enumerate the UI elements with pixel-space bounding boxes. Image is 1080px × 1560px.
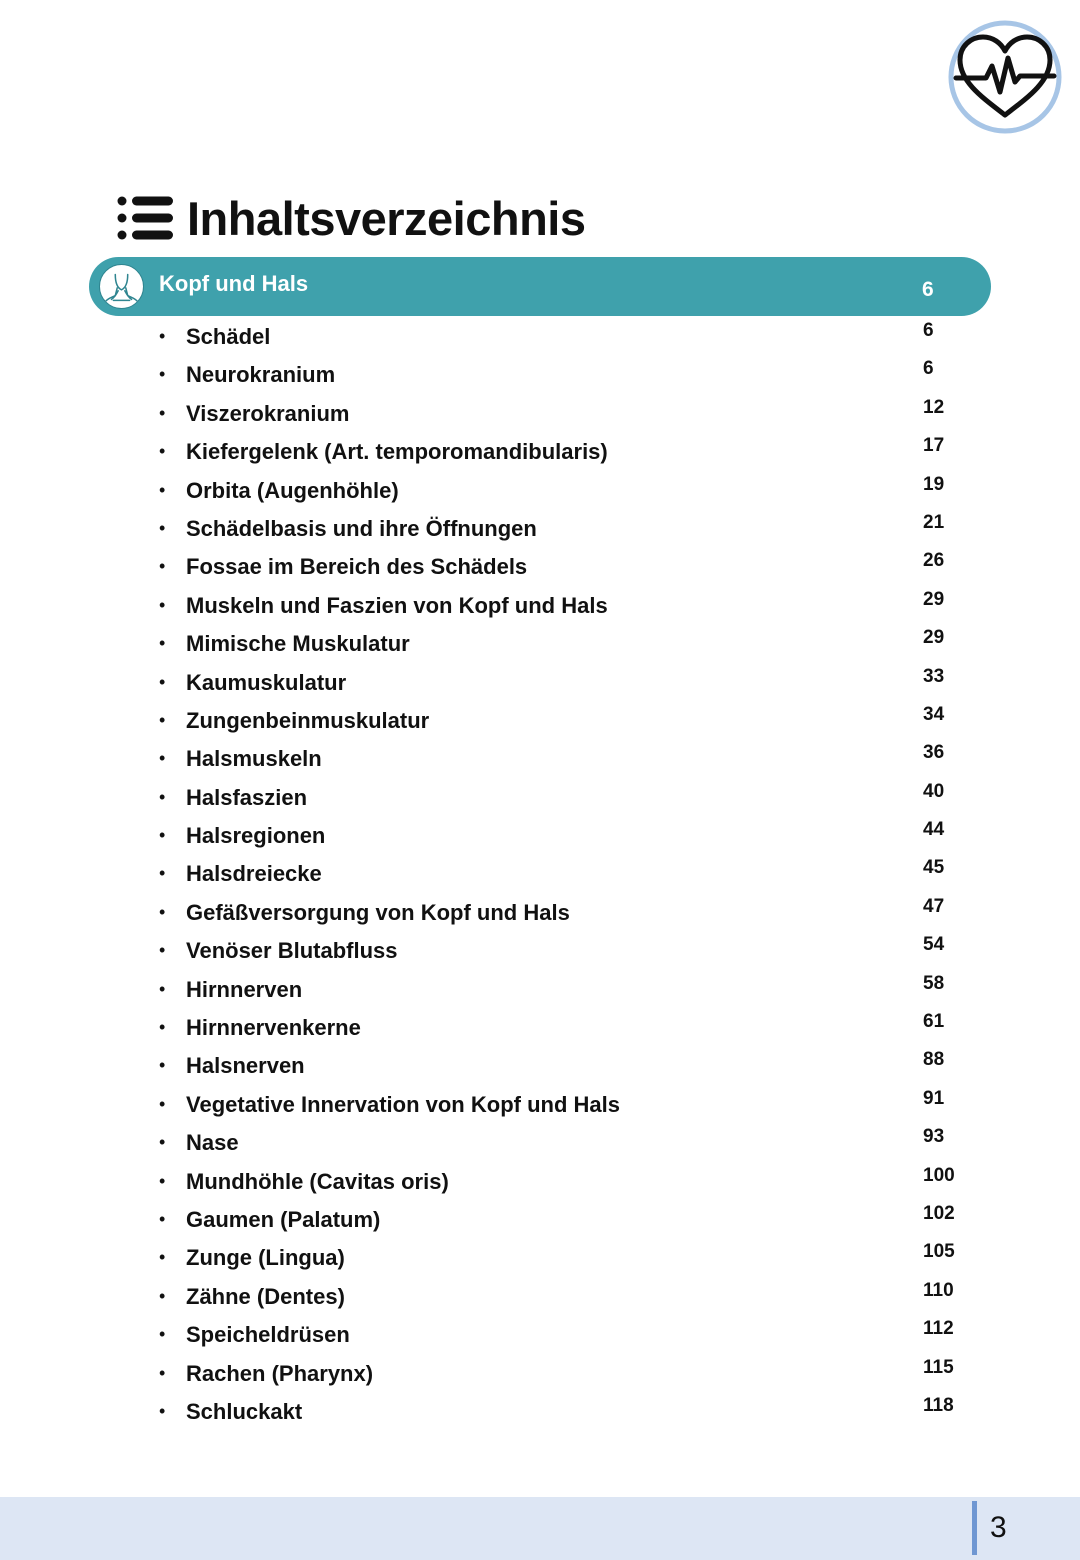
section-header-bar[interactable]: [89, 257, 991, 316]
footer-divider: [972, 1501, 977, 1555]
toc-item-page: 54: [923, 934, 945, 956]
bullet-icon: •: [159, 1324, 166, 1345]
toc-item-label: Neurokranium: [186, 362, 336, 388]
bullet-icon: •: [159, 825, 166, 846]
toc-item[interactable]: [0, 625, 1080, 663]
bullet-icon: •: [159, 517, 166, 538]
toc-item-page: 29: [923, 627, 945, 649]
toc-item-page: 102: [923, 1202, 955, 1224]
toc-item-label: Halsfaszien: [186, 784, 308, 810]
bullet-icon: •: [159, 1093, 166, 1114]
toc-item-label: Rachen (Pharynx): [186, 1360, 374, 1386]
toc-item-page: 33: [923, 665, 945, 687]
bullet-icon: •: [159, 479, 166, 500]
bullet-icon: •: [159, 786, 166, 807]
toc-item-label: Vegetative Innervation von Kopf und Hals: [186, 1091, 620, 1117]
toc-item[interactable]: [0, 1009, 1080, 1047]
toc-item[interactable]: [0, 817, 1080, 855]
toc-item-page: 19: [923, 473, 945, 495]
bullet-icon: •: [159, 1208, 166, 1229]
toc-item[interactable]: [0, 740, 1080, 778]
toc-item-label: Zungenbeinmuskulatur: [186, 707, 430, 733]
toc-item-page: 100: [923, 1164, 955, 1186]
toc-item[interactable]: [0, 1393, 1080, 1431]
toc-item-label: Mundhöhle (Cavitas oris): [186, 1168, 449, 1194]
toc-item-page: 29: [923, 588, 945, 610]
toc-item[interactable]: [0, 702, 1080, 740]
toc-item-label: Nase: [186, 1130, 239, 1156]
toc-item[interactable]: [0, 510, 1080, 548]
toc-item-page: 40: [923, 780, 945, 802]
toc-item-label: Speicheldrüsen: [186, 1322, 350, 1348]
toc-item-page: 118: [923, 1394, 954, 1416]
toc-item-page: 6: [923, 358, 934, 380]
bullet-icon: •: [159, 594, 166, 615]
bullet-icon: •: [159, 671, 166, 692]
toc-item[interactable]: [0, 1201, 1080, 1239]
bullet-icon: •: [159, 1132, 166, 1153]
toc-item-label: Halsnerven: [186, 1053, 305, 1079]
toc-item-page: 12: [923, 396, 945, 418]
bullet-icon: •: [159, 978, 166, 999]
toc-item[interactable]: [0, 1163, 1080, 1201]
bullet-icon: •: [159, 863, 166, 884]
bullet-icon: •: [159, 940, 166, 961]
toc-item[interactable]: [0, 932, 1080, 970]
toc-item-page: 47: [923, 895, 945, 917]
toc-item-page: 58: [923, 972, 945, 994]
page-title: Inhaltsverzeichnis: [187, 191, 586, 245]
toc-item-label: Schädel: [186, 324, 271, 349]
toc-item-page: 93: [923, 1126, 945, 1148]
toc-item[interactable]: [0, 779, 1080, 817]
toc-item[interactable]: [0, 1047, 1080, 1085]
toc-item-label: Halsregionen: [186, 823, 326, 849]
bullet-icon: •: [159, 709, 166, 730]
toc-item[interactable]: [0, 1316, 1080, 1354]
page-footer: [0, 1497, 1080, 1560]
page-number: 3: [990, 1511, 1007, 1544]
toc-item-page: 17: [923, 435, 945, 457]
toc-item[interactable]: [0, 587, 1080, 625]
bullet-icon: •: [159, 1170, 166, 1191]
toc-item[interactable]: [0, 855, 1080, 893]
toc-item-page: 36: [923, 742, 945, 764]
toc-item-page: 45: [923, 857, 945, 879]
bullet-icon: •: [159, 1285, 166, 1306]
section-title: Kopf und Hals: [159, 271, 309, 296]
toc-item[interactable]: [0, 318, 1080, 356]
toc-item-page: 21: [923, 511, 945, 533]
toc-item-label: Kaumuskulatur: [186, 669, 347, 695]
toc-item[interactable]: [0, 971, 1080, 1009]
toc-item[interactable]: [0, 1355, 1080, 1393]
bullet-icon: •: [159, 1362, 166, 1383]
toc-item-label: Gaumen (Palatum): [186, 1206, 381, 1232]
toc-item-label: Orbita (Augenhöhle): [186, 477, 399, 503]
toc-item[interactable]: [0, 356, 1080, 394]
toc-item[interactable]: [0, 472, 1080, 510]
bullet-icon: •: [159, 402, 166, 423]
bullet-icon: •: [159, 748, 166, 769]
bullet-icon: •: [159, 901, 166, 922]
title-row: [117, 188, 586, 248]
toc-item[interactable]: [0, 664, 1080, 702]
toc-item-page: 88: [923, 1049, 945, 1071]
toc-item-label: Mimische Muskulatur: [186, 631, 410, 657]
bullet-icon: •: [159, 326, 166, 346]
toc-item-label: Gefäßversorgung von Kopf und Hals: [186, 899, 570, 925]
toc-list: [0, 318, 1080, 1431]
list-icon: [117, 195, 173, 241]
toc-item-label: Schluckakt: [186, 1398, 303, 1424]
bullet-icon: •: [159, 1247, 166, 1268]
toc-item[interactable]: [0, 894, 1080, 932]
toc-item[interactable]: [0, 1086, 1080, 1124]
toc-item-page: 105: [923, 1241, 955, 1263]
heart-pulse-icon: [948, 20, 1062, 134]
toc-item-label: Zähne (Dentes): [186, 1283, 345, 1309]
bullet-icon: •: [159, 441, 166, 462]
toc-item[interactable]: [0, 1239, 1080, 1277]
toc-item-page: 115: [923, 1356, 954, 1378]
toc-item-page: 44: [923, 819, 945, 841]
bullet-icon: •: [159, 1017, 166, 1038]
toc-item-label: Halsdreiecke: [186, 861, 322, 887]
head-neck-anatomy-icon: [99, 264, 144, 309]
bullet-icon: •: [159, 1055, 166, 1076]
toc-item-label: Viszerokranium: [186, 400, 350, 426]
toc-item-page: 34: [923, 703, 945, 725]
bullet-icon: •: [159, 364, 166, 385]
toc-item-label: Halsmuskeln: [186, 746, 322, 772]
toc-item-label: Muskeln und Faszien von Kopf und Hals: [186, 592, 608, 618]
bullet-icon: •: [159, 633, 166, 654]
toc-item[interactable]: [0, 395, 1080, 433]
toc-item-label: Zunge (Lingua): [186, 1245, 345, 1271]
toc-item-page: 26: [923, 550, 945, 572]
toc-item-page: 91: [923, 1087, 945, 1109]
toc-item[interactable]: [0, 1124, 1080, 1162]
toc-item-label: Schädelbasis und ihre Öffnungen: [186, 515, 537, 541]
toc-item[interactable]: [0, 433, 1080, 471]
toc-item-label: Venöser Blutabfluss: [186, 938, 398, 964]
toc-item-page: 110: [923, 1279, 954, 1301]
toc-item-label: Kiefergelenk (Art. temporomandibularis): [186, 439, 608, 465]
toc-item-label: Hirnnervenkerne: [186, 1015, 361, 1041]
toc-item-page: 61: [923, 1011, 945, 1033]
toc-item[interactable]: [0, 1278, 1080, 1316]
toc-item-label: Fossae im Bereich des Schädels: [186, 554, 528, 580]
bullet-icon: •: [159, 556, 166, 577]
bullet-icon: •: [159, 1400, 166, 1421]
toc-item-page: 6: [923, 320, 934, 341]
toc-item-page: 112: [923, 1318, 954, 1340]
section-page-number: 6: [922, 278, 934, 301]
toc-item[interactable]: [0, 548, 1080, 586]
toc-item-label: Hirnnerven: [186, 976, 303, 1002]
